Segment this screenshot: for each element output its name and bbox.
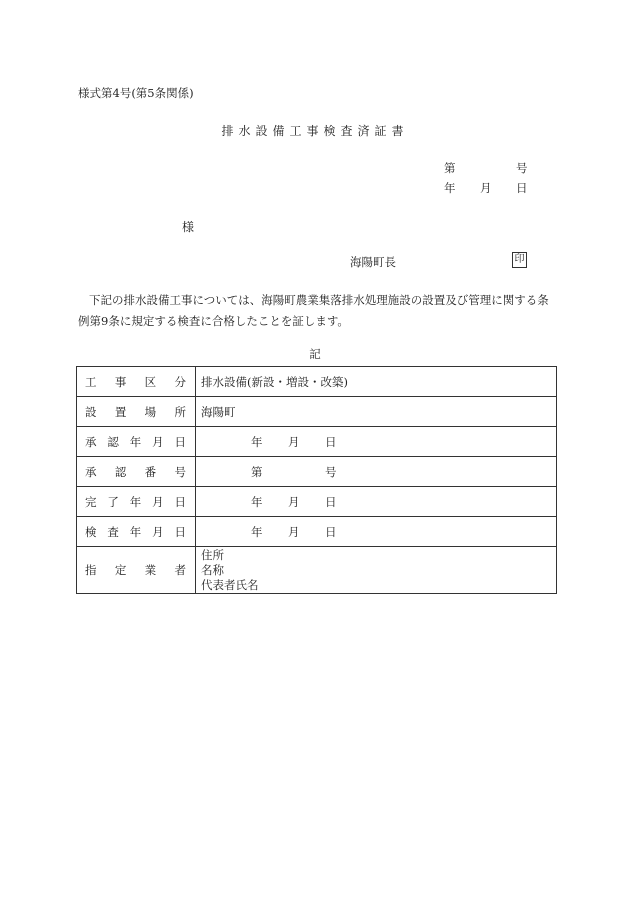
label-char: 月	[152, 494, 164, 509]
record-table	[76, 366, 557, 594]
label-char: 年	[129, 494, 142, 509]
row-label	[77, 367, 196, 397]
row-label	[77, 457, 196, 487]
label-char: 承	[85, 464, 97, 479]
body-text: 下記の排水設備工事については、海陽町農業集落排水処理施設の設置及び管理に関する条例第9条に規定する検査に合格したことを証します。	[78, 293, 549, 328]
approval-date-value	[196, 427, 557, 457]
contractor-address-label: 住所	[201, 548, 224, 562]
label-char: 日	[174, 434, 186, 449]
seal-mark: 印	[512, 252, 527, 268]
row-label	[77, 427, 196, 457]
label-char: 日	[174, 524, 186, 539]
date-month: 月	[480, 181, 492, 195]
label-char: 置	[114, 404, 127, 419]
row-label	[77, 397, 196, 427]
row-label	[77, 547, 196, 594]
form-number: 様式第4号(第5条関係)	[78, 86, 194, 100]
addressee-suffix: 様	[182, 220, 195, 234]
table-row	[77, 487, 557, 517]
label-char: 年	[129, 524, 142, 539]
label-char: 分	[174, 374, 186, 389]
completion-date-value	[196, 487, 557, 517]
label-char: 定	[114, 563, 127, 577]
label-char: 番	[144, 464, 157, 479]
location-value: 海陽町	[196, 397, 557, 427]
number-go: 号	[516, 161, 528, 175]
label-char: 月	[152, 434, 164, 449]
label-char: 日	[174, 494, 186, 509]
year-mark: 年	[251, 435, 263, 449]
date-year: 年	[444, 181, 456, 195]
construction-type-value: 排水設備(新設・増設・改築)	[196, 367, 557, 397]
contractor-value	[196, 547, 557, 594]
label-char: 完	[85, 494, 97, 509]
day-mark: 日	[325, 525, 337, 539]
table-row	[77, 517, 557, 547]
table-row	[77, 547, 557, 594]
label-char: 承	[85, 434, 97, 449]
inspection-date-value	[196, 517, 557, 547]
day-mark: 日	[325, 435, 337, 449]
number-dai: 第	[444, 161, 456, 175]
table-row	[77, 427, 557, 457]
row-label	[77, 487, 196, 517]
label-char: 了	[107, 494, 119, 509]
dai-mark: 第	[251, 465, 263, 479]
document-title: 排水設備工事検査済証書	[221, 124, 409, 138]
label-char: 場	[144, 404, 157, 419]
month-mark: 月	[288, 495, 300, 509]
label-char: 区	[144, 374, 157, 389]
day-mark: 日	[325, 495, 337, 509]
label-char: 者	[174, 563, 186, 577]
label-char: 認	[107, 434, 119, 449]
label-char: 業	[144, 563, 157, 577]
year-mark: 年	[251, 495, 263, 509]
label-char: 事	[114, 374, 127, 389]
label-char: 検	[85, 524, 97, 539]
label-char: 認	[114, 464, 127, 479]
label-char: 月	[152, 524, 164, 539]
approval-number-value	[196, 457, 557, 487]
contractor-name-label: 名称	[201, 563, 224, 577]
month-mark: 月	[288, 435, 300, 449]
table-row	[77, 397, 557, 427]
label-char: 指	[85, 563, 97, 577]
go-mark: 号	[325, 465, 337, 479]
month-mark: 月	[288, 525, 300, 539]
contractor-representative-label: 代表者氏名	[201, 578, 259, 592]
label-char: 査	[107, 524, 119, 539]
year-mark: 年	[251, 525, 263, 539]
issuer-name: 海陽町長	[350, 255, 396, 269]
label-char: 号	[174, 464, 186, 479]
label-char: 年	[129, 434, 142, 449]
table-row	[77, 367, 557, 397]
label-char: 所	[174, 404, 186, 419]
label-char: 設	[85, 404, 97, 419]
label-char: 工	[85, 374, 97, 389]
table-row	[77, 457, 557, 487]
date-day: 日	[516, 181, 528, 195]
ki-heading: 記	[309, 347, 321, 361]
row-label	[77, 517, 196, 547]
